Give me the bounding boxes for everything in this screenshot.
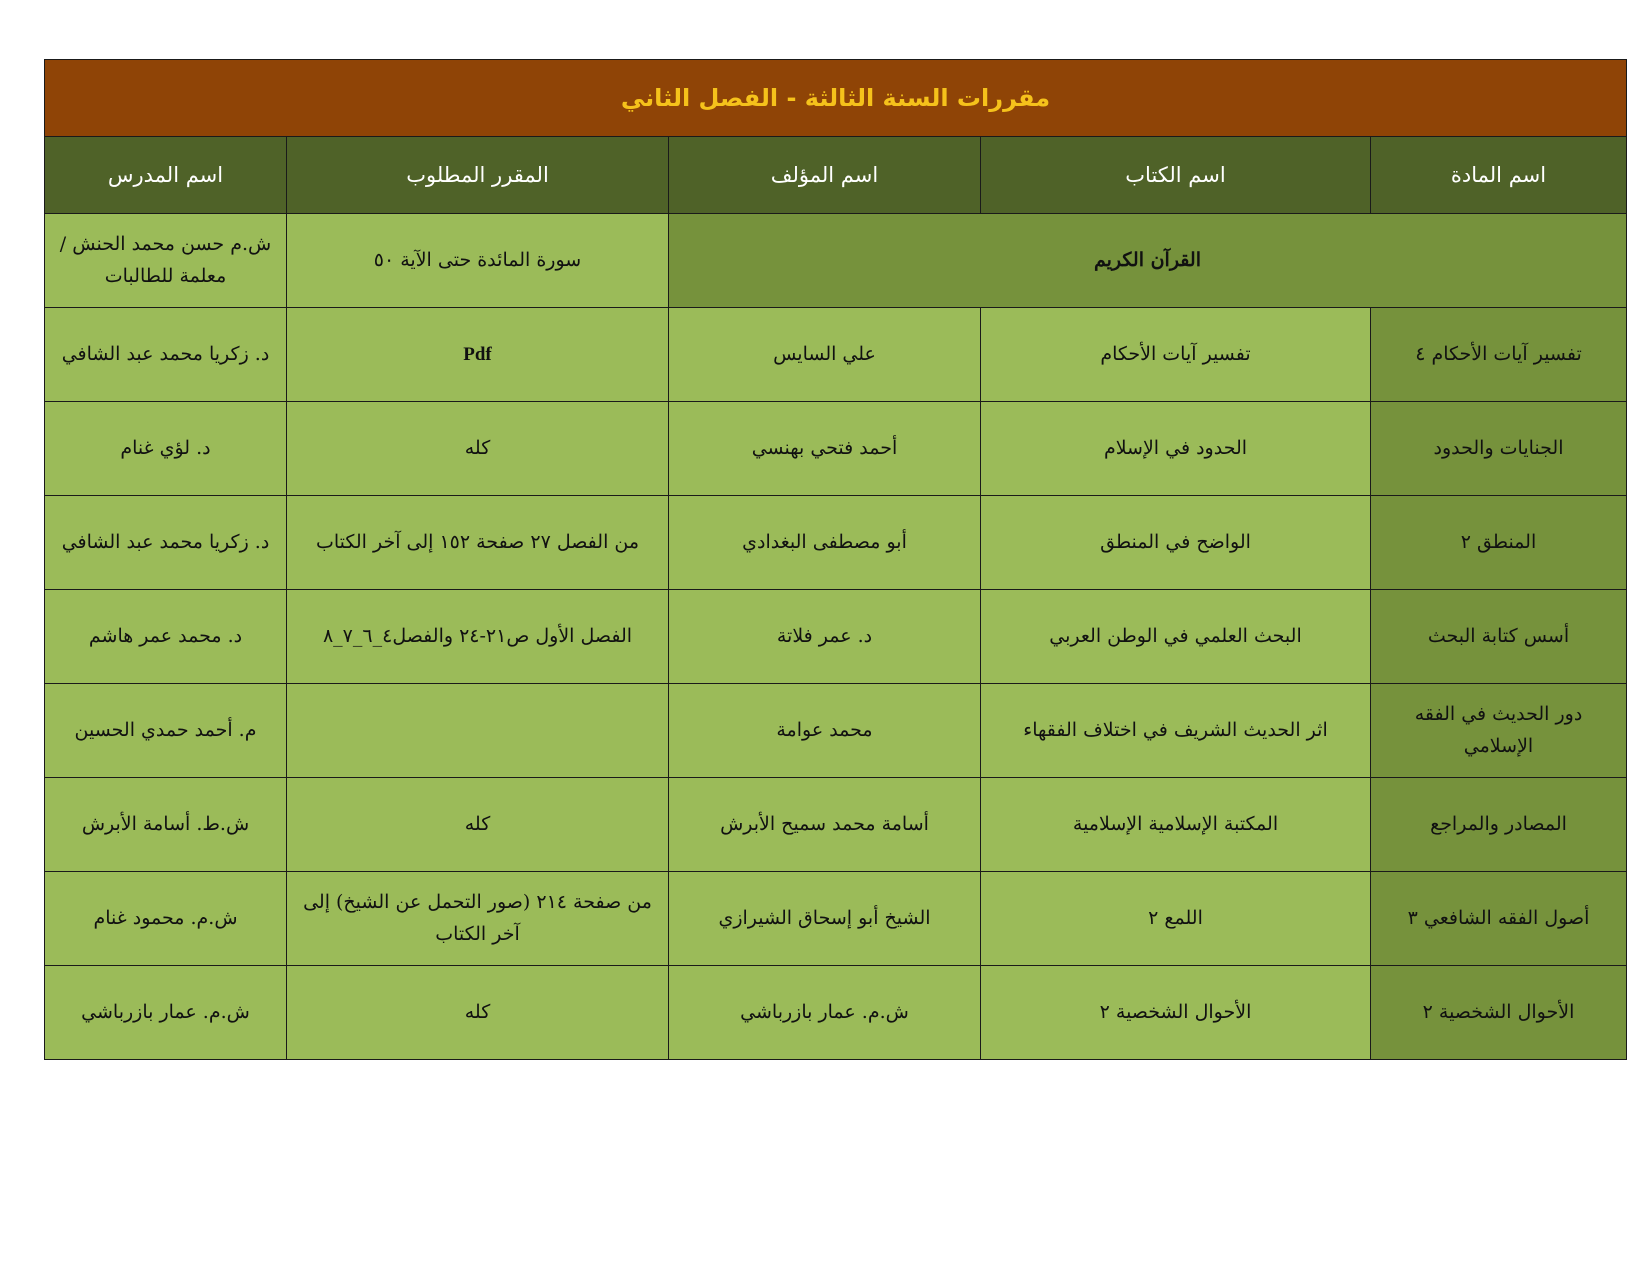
courses-table [44,59,1627,1060]
quran-required-cell: سورة المائدة حتى الآية ٥٠ [287,214,669,308]
subject-cell: الجنايات والحدود [1371,402,1627,496]
required-cell: من صفحة ٢١٤ (صور التحمل عن الشيخ) إلى آخر الكتاب [287,872,669,966]
book-cell: الواضح في المنطق [981,496,1371,590]
author-cell: ش.م. عمار بازرباشي [669,966,981,1060]
required-cell: الفصل الأول ص٢١-٢٤ والفصل٤_٦_٧_٨ [287,590,669,684]
teacher-cell: م. أحمد حمدي الحسين [45,684,287,778]
teacher-cell: د. محمد عمر هاشم [45,590,287,684]
table-row [45,590,1627,684]
book-cell: تفسير آيات الأحكام [981,308,1371,402]
header-teacher: اسم المدرس [45,137,287,214]
header-row [45,137,1627,214]
required-cell: كله [287,778,669,872]
teacher-cell: د. لؤي غنام [45,402,287,496]
header-author: اسم المؤلف [669,137,981,214]
table-row [45,308,1627,402]
schedule-sheet [44,59,1626,1060]
author-cell: علي السايس [669,308,981,402]
table-row [45,872,1627,966]
required-cell: كله [287,966,669,1060]
book-cell: اللمع ٢ [981,872,1371,966]
subject-cell: تفسير آيات الأحكام ٤ [1371,308,1627,402]
quran-row [45,214,1627,308]
table-row [45,402,1627,496]
table-row [45,778,1627,872]
table-row [45,966,1627,1060]
table-row [45,684,1627,778]
required-cell [287,684,669,778]
subject-cell: دور الحديث في الفقه الإسلامي [1371,684,1627,778]
subject-cell: المصادر والمراجع [1371,778,1627,872]
author-cell: أسامة محمد سميح الأبرش [669,778,981,872]
subject-cell: الأحوال الشخصية ٢ [1371,966,1627,1060]
teacher-cell: ش.م. محمود غنام [45,872,287,966]
book-cell: المكتبة الإسلامية الإسلامية [981,778,1371,872]
table-title: مقررات السنة الثالثة - الفصل الثاني [45,60,1627,137]
book-cell: الحدود في الإسلام [981,402,1371,496]
title-row [45,60,1627,137]
author-cell: أبو مصطفى البغدادي [669,496,981,590]
required-cell: كله [287,402,669,496]
author-cell: محمد عوامة [669,684,981,778]
teacher-cell: ش.ط. أسامة الأبرش [45,778,287,872]
teacher-cell: د. زكريا محمد عبد الشافي [45,496,287,590]
author-cell: أحمد فتحي بهنسي [669,402,981,496]
quran-subject-cell: القرآن الكريم [669,214,1627,308]
book-cell: الأحوال الشخصية ٢ [981,966,1371,1060]
teacher-cell: د. زكريا محمد عبد الشافي [45,308,287,402]
subject-cell: أسس كتابة البحث [1371,590,1627,684]
required-cell: من الفصل ٢٧ صفحة ١٥٢ إلى آخر الكتاب [287,496,669,590]
header-subject: اسم المادة [1371,137,1627,214]
teacher-cell: ش.م. عمار بازرباشي [45,966,287,1060]
subject-cell: المنطق ٢ [1371,496,1627,590]
quran-teacher-cell: ش.م حسن محمد الحنش / معلمة للطالبات [45,214,287,308]
required-cell: Pdf [287,308,669,402]
header-book: اسم الكتاب [981,137,1371,214]
table-row [45,496,1627,590]
book-cell: اثر الحديث الشريف في اختلاف الفقهاء [981,684,1371,778]
author-cell: د. عمر فلاتة [669,590,981,684]
subject-cell: أصول الفقه الشافعي ٣ [1371,872,1627,966]
author-cell: الشيخ أبو إسحاق الشيرازي [669,872,981,966]
header-required: المقرر المطلوب [287,137,669,214]
book-cell: البحث العلمي في الوطن العربي [981,590,1371,684]
